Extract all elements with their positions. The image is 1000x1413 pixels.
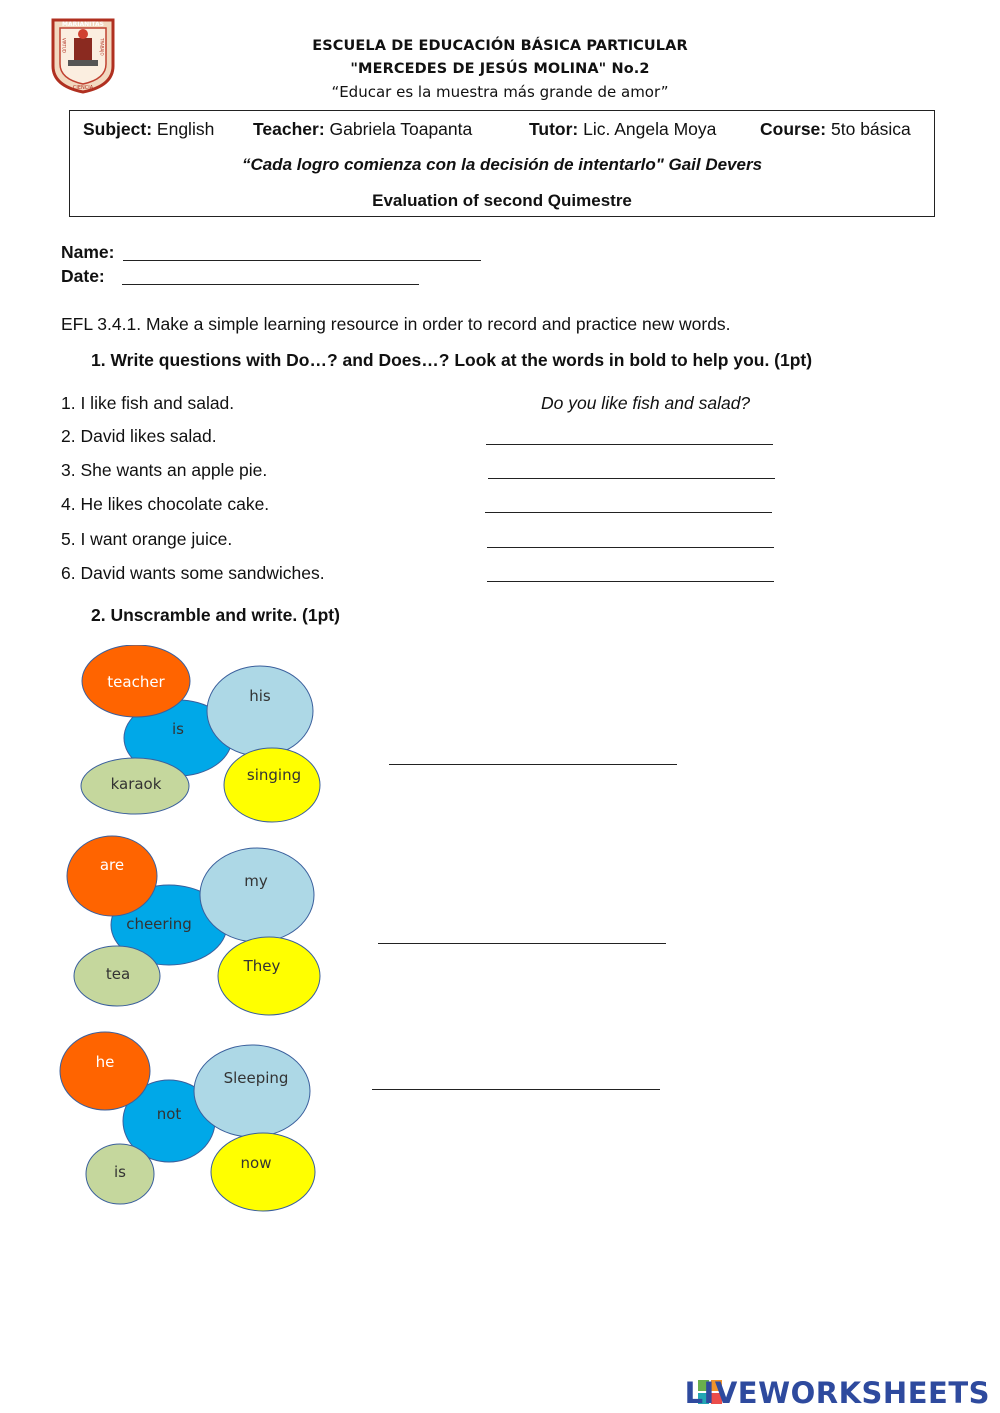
learning-objective: EFL 3.4.1. Make a simple learning resource in order to record and practice new words.	[61, 314, 731, 334]
word-bubble	[194, 1045, 310, 1137]
bubble-word: cheering	[126, 915, 192, 933]
name-input-line[interactable]	[123, 260, 481, 261]
logo-text-right: TRABAJO	[99, 38, 105, 56]
tutor-field: Tutor: Lic. Angela Moya	[529, 119, 717, 139]
section2-heading: 2. Unscramble and write. (1pt)	[91, 605, 340, 625]
bubble-word: not	[156, 1105, 182, 1123]
word-bubble	[211, 1133, 315, 1211]
liveworksheets-brand[interactable]: LIVEWORKSHEETS	[684, 1376, 990, 1410]
inspirational-quote: “Cada logro comienza con la decisión de intentarlo" Gail Devers	[241, 155, 763, 174]
bubble-word: is	[114, 1163, 126, 1181]
date-label: Date:	[61, 266, 105, 286]
answer-line-2[interactable]	[486, 444, 773, 445]
name-label: Name:	[61, 242, 115, 262]
bubble-word: now	[240, 1154, 272, 1172]
answer-line-5[interactable]	[487, 547, 774, 548]
bubble-word: karaok	[110, 775, 162, 793]
school-name-line2: "MERCEDES DE JESÚS MOLINA" No.2	[350, 61, 650, 77]
bubble-word: singing	[246, 766, 302, 784]
word-bubble	[67, 836, 157, 916]
subject-field: Subject: English	[83, 119, 215, 139]
course-info-box	[69, 110, 935, 217]
question-prompt: 4. He likes chocolate cake.	[61, 494, 270, 514]
question-prompt: 3. She wants an apple pie.	[61, 460, 268, 480]
word-bubble	[60, 1032, 150, 1110]
course-field: Course: 5to básica	[760, 119, 911, 139]
bubble-word: is	[172, 720, 184, 738]
word-bubble-group-1	[70, 645, 330, 830]
word-bubble	[224, 748, 320, 822]
bubble-word: teacher	[107, 673, 165, 691]
word-bubble	[218, 937, 320, 1015]
school-name-line1: ESCUELA DE EDUCACIÓN BÁSICA PARTICULAR	[312, 38, 688, 54]
word-bubble-group-2	[60, 830, 330, 1020]
logo-text-bottom: CIENCIA	[72, 85, 94, 91]
question-prompt: 5. I want orange juice.	[61, 529, 233, 549]
logo-text-top: MARIANITAS	[62, 21, 104, 28]
example-answer: Do you like fish and salad?	[541, 393, 751, 413]
word-bubble-group-3	[55, 1025, 325, 1215]
evaluation-title: Evaluation of second Quimestre	[372, 191, 632, 210]
bubble-word: Sleeping	[223, 1069, 289, 1087]
unscramble-answer-line-3[interactable]	[372, 1089, 660, 1090]
teacher-field: Teacher: Gabriela Toapanta	[253, 119, 473, 139]
bubble-word: his	[249, 687, 271, 705]
question-prompt: 1. I like fish and salad.	[61, 393, 235, 413]
word-bubble	[207, 666, 313, 756]
date-input-line[interactable]	[122, 284, 419, 285]
question-prompt: 2. David likes salad.	[61, 426, 217, 446]
logo-text-left: VIRTUD	[61, 38, 67, 53]
bubble-word: my	[244, 872, 268, 890]
question-prompt: 6. David wants some sandwiches.	[61, 563, 325, 583]
answer-line-6[interactable]	[487, 581, 774, 582]
unscramble-answer-line-1[interactable]	[389, 764, 677, 765]
bubble-word: are	[99, 856, 125, 874]
bubble-word: tea	[105, 965, 131, 983]
school-motto: “Educar es la muestra más grande de amor”	[331, 83, 669, 101]
bubble-word: They	[243, 957, 281, 975]
bubble-word: he	[95, 1053, 115, 1071]
unscramble-answer-line-2[interactable]	[378, 943, 666, 944]
section1-heading: 1. Write questions with Do…? and Does…? Look at the words in bold to help you. (1pt)	[91, 350, 813, 370]
answer-line-4[interactable]	[485, 512, 772, 513]
answer-line-3[interactable]	[488, 478, 775, 479]
word-bubble	[200, 848, 314, 942]
